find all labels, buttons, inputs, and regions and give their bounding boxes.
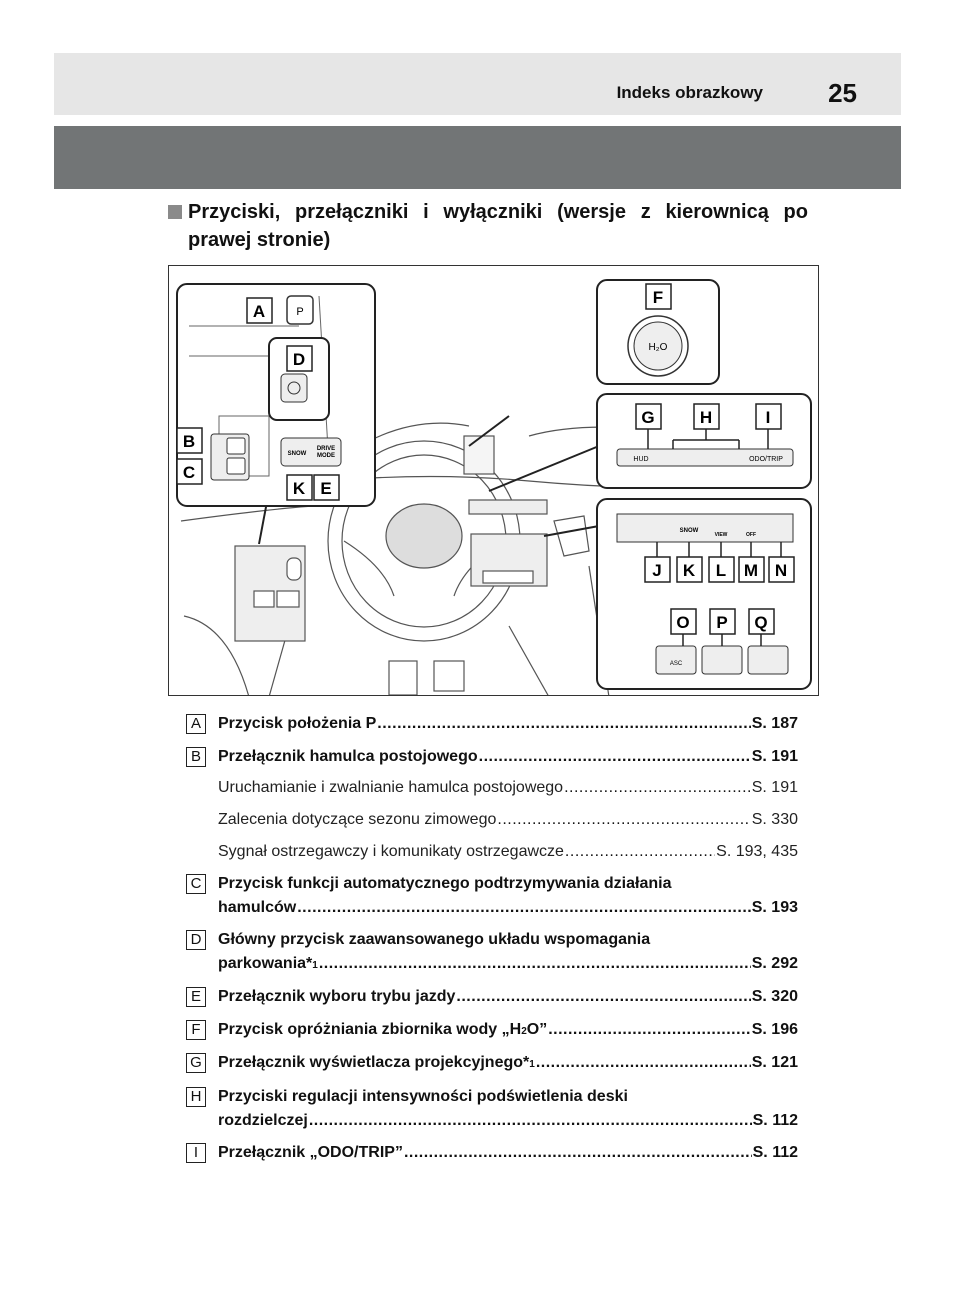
drive-mode-label-1: DRIVE [316,446,336,452]
legend-text: Przycisk opróżniania zbiornika wody „H [218,1021,522,1038]
legend-text: Przycisk funkcji automatycznego podtrzymywania działania [218,875,672,892]
section-title-line2: prawej stronie) [188,229,331,251]
page-ref: S. 187 [751,715,798,732]
legend-subline [218,840,798,864]
footnote-mark: 1 [312,960,318,971]
legend-line [218,1051,798,1077]
drive-mode-label-2: MODE [317,453,335,459]
callout-label: L [715,561,727,580]
callout-label: C [182,463,196,482]
legend-text: Przełącznik wyboru trybu jazdy [218,988,456,1005]
page-ref: S. 191 [751,748,798,765]
legend-key: D [186,930,206,950]
title-word: i [423,201,429,223]
legend-text: hamulców [218,899,297,916]
callout-label: I [765,408,771,427]
page-header [54,53,901,115]
callout-label: A [252,302,266,321]
legend-text: Przyciski regulacji intensywności podświetlenia deski [218,1088,628,1105]
legend-subline [218,808,798,832]
callout-label: B [182,432,196,451]
odo-trip-button-label: ODO/TRIP [749,456,783,463]
off-button-label: OFF [746,532,756,538]
callout-label: P [716,613,728,632]
square-bullet-icon [168,205,182,219]
legend-line [218,1085,798,1109]
legend-key: G [186,1053,206,1073]
title-word: po [783,201,808,223]
legend-text: Zalecenia dotyczące sezonu zimowego [218,811,497,828]
title-word: wyłączniki [443,201,543,223]
callout-label: K [292,479,306,498]
callout-label: K [682,561,696,580]
p-button-label: P [296,306,304,318]
legend-text: parkowania* [218,955,313,972]
legend-text: Uruchamianie i zwalnianie hamulca postojowego [218,779,564,796]
legend-text: Przełącznik wyświetlacza projekcyjnego* [218,1054,530,1071]
section-title [168,198,808,254]
section-title-line1 [168,198,808,226]
callout-label: H [699,408,713,427]
legend-line [218,928,798,952]
asc-button-label: ASC [669,661,683,667]
legend-line [218,1018,798,1044]
legend-line [218,985,798,1009]
legend-line [218,872,798,896]
snow-button-label-2: SNOW [679,528,699,534]
title-word: przełączniki [295,201,409,223]
callout-label: M [743,561,759,580]
callout-label: O [676,613,690,632]
legend-text: rozdzielczej [218,1112,308,1129]
legend-key: C [186,874,206,894]
title-word: kierownicą [665,201,769,223]
h2o-button-label: H₂O [648,342,668,353]
page-ref: S. 121 [751,1054,798,1071]
page-ref: S. 112 [752,1112,798,1129]
callout-label: D [292,350,306,369]
legend-line [218,1141,798,1165]
legend-text-after: O” [526,1021,548,1038]
page-number: 25 [828,78,857,108]
header-title: Indeks obrazkowy [616,83,763,102]
legend-key: H [186,1087,206,1107]
legend-key: E [186,987,206,1007]
legend-line [218,1109,798,1133]
legend-text: Przycisk położenia P [218,715,377,732]
callout-label: Q [754,613,768,632]
hud-button-label: HUD [633,456,649,463]
snow-button-label: SNOW [287,451,307,457]
legend-line [218,745,798,769]
dashboard-illustration [168,265,819,696]
legend-key: I [186,1143,206,1163]
legend-line [218,952,798,978]
title-word: Przyciski, [188,201,281,223]
legend-key: F [186,1020,206,1040]
page-ref: S. 191 [751,779,798,796]
legend-text: Główny przycisk zaawansowanego układu wspomagania [218,931,651,948]
footnote-mark: 1 [529,1059,535,1070]
legend-line [218,712,798,736]
legend-text: Sygnał ostrzegawczy i komunikaty ostrzegawcze [218,843,564,860]
page-ref: S. 112 [752,1144,798,1161]
title-word: (wersje [557,201,626,223]
page-ref: S. 320 [751,988,798,1005]
callout-label: G [641,408,655,427]
legend-line [218,896,798,920]
subscript: 2 [521,1026,527,1037]
callout-label: J [652,561,662,580]
legend-key: B [186,747,206,767]
page-ref: S. 193 [751,899,798,916]
callout-label: F [652,288,664,307]
page-ref: S. 330 [751,811,798,828]
legend-subline [218,776,798,800]
legend-key: A [186,714,206,734]
dashboard-drawing [169,266,819,696]
title-word: z [640,201,651,223]
page-ref: S. 292 [751,955,798,972]
legend-text: Przełącznik hamulca postojowego [218,748,478,765]
legend-text: Przełącznik „ODO/TRIP” [218,1144,403,1161]
callout-label: N [774,561,788,580]
view-button-label: VIEW [714,532,728,538]
page-ref: S. 193, 435 [716,843,798,860]
chapter-band [54,126,901,189]
callout-label: E [320,479,332,498]
page-ref: S. 196 [751,1021,798,1038]
